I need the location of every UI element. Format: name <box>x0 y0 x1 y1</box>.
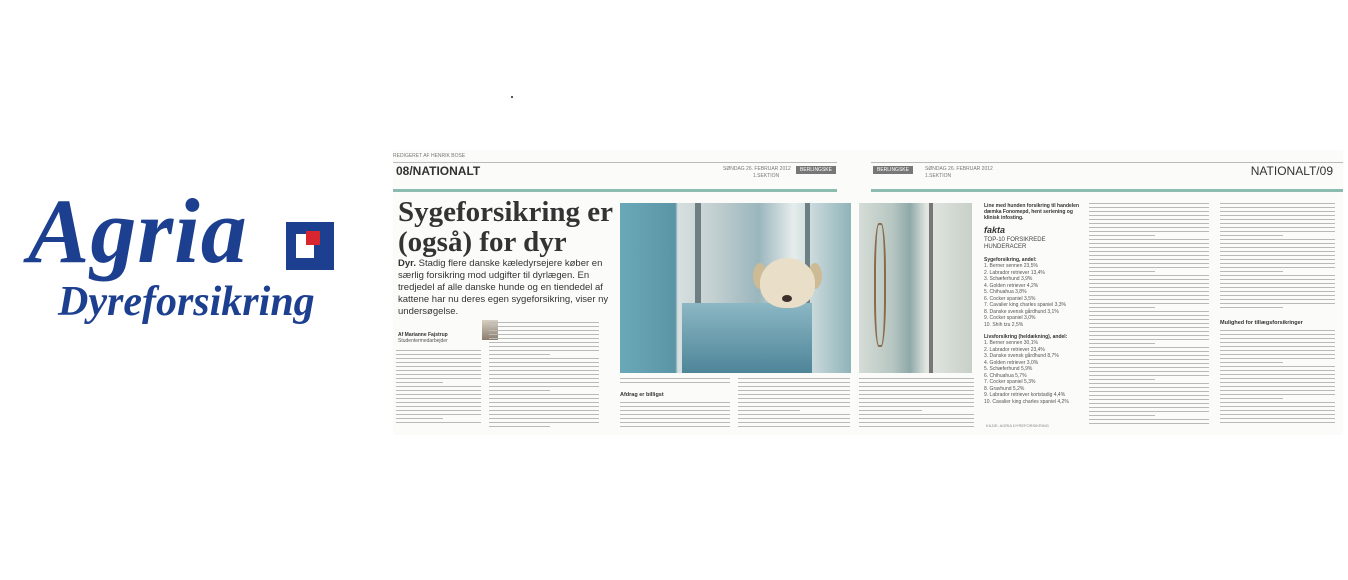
text-line <box>1220 235 1283 236</box>
text-line <box>1220 207 1335 208</box>
text-line <box>1220 398 1283 399</box>
text-line <box>738 394 850 395</box>
text-line <box>1220 267 1335 268</box>
text-line <box>859 422 974 423</box>
fakta-list1-title: Sygeforsikring, andel: <box>984 257 1037 263</box>
right-page-badge: BERLINGSKE <box>873 166 913 174</box>
text-line <box>738 378 850 379</box>
text-line <box>1220 370 1335 371</box>
headline-line-1: Sygeforsikring er <box>398 196 614 228</box>
text-line <box>738 422 850 423</box>
text-line <box>489 426 550 427</box>
text-line <box>1220 386 1335 387</box>
text-line <box>396 414 481 415</box>
text-line <box>1089 207 1209 208</box>
list-item: 3. Schæferhund 3,9% <box>984 276 1033 282</box>
text-line <box>1220 283 1335 284</box>
text-line <box>396 378 481 379</box>
text-line <box>1220 219 1335 220</box>
text-line <box>489 402 599 403</box>
text-line <box>396 390 481 391</box>
text-line <box>1220 346 1335 347</box>
text-line <box>1089 235 1155 236</box>
body-column-5 <box>859 378 974 430</box>
text-line <box>1089 371 1209 372</box>
text-line <box>1220 307 1283 308</box>
text-line <box>396 350 481 351</box>
text-line <box>1220 382 1335 383</box>
byline <box>398 332 448 344</box>
body-column-2 <box>489 322 599 430</box>
fakta-intro: Line med hunden forsikring til handelen dæmka Fonomepd, hent seriening og klinisk infosting. <box>984 203 1080 221</box>
text-line <box>489 382 599 383</box>
text-line <box>1220 422 1335 423</box>
left-page-rule <box>393 162 837 163</box>
body-column-3a <box>620 378 730 386</box>
text-line <box>1220 291 1335 292</box>
text-line <box>489 346 599 347</box>
left-page-teal-rule <box>393 189 837 192</box>
text-line <box>489 370 599 371</box>
text-line <box>1220 374 1335 375</box>
text-line <box>489 390 550 391</box>
article-lead <box>398 258 620 318</box>
text-line <box>1089 203 1209 204</box>
list-item: 6. Chihuahua 5,7% <box>984 372 1027 379</box>
text-line <box>396 410 481 411</box>
text-line <box>1089 223 1209 224</box>
text-line <box>1089 379 1155 380</box>
dog-treadmill-photo <box>620 203 851 373</box>
text-line <box>1220 275 1335 276</box>
text-line <box>1089 423 1209 424</box>
text-line <box>1220 406 1335 407</box>
text-line <box>859 386 974 387</box>
text-line <box>396 366 481 367</box>
text-line <box>1089 291 1209 292</box>
text-line <box>1220 287 1335 288</box>
list-item: 5. Schæferhund 5,9% <box>984 366 1033 372</box>
text-line <box>1220 227 1335 228</box>
text-line <box>1220 263 1335 264</box>
text-line <box>1220 354 1335 355</box>
text-line <box>1089 243 1209 244</box>
text-line <box>1220 243 1335 244</box>
text-line <box>1089 347 1209 348</box>
newspaper-spread <box>393 150 1343 435</box>
text-line <box>738 390 850 391</box>
text-line <box>738 414 850 415</box>
text-line <box>1089 231 1209 232</box>
text-line <box>1089 335 1209 336</box>
text-line <box>489 330 599 331</box>
text-line <box>1089 407 1209 408</box>
body-column-7b <box>1220 330 1335 428</box>
lead-text: Stadig flere danske kæledyrsejere køber en særlig forsikring mod udgifter til dyrlægen. En tredjedel af alle danske hunde og en tiendedel af kattene har nu deres egen sygeforsikring, viser ny undersøgelse. <box>398 258 609 317</box>
list-item: 10. Shih tzu 2,5% <box>984 321 1024 328</box>
text-line <box>396 402 481 403</box>
text-line <box>1089 259 1209 260</box>
list-item: 8. Gravhund 5,2% <box>984 385 1025 392</box>
text-line <box>620 378 730 379</box>
text-line <box>859 394 974 395</box>
text-line <box>1089 343 1155 344</box>
text-line <box>859 426 974 427</box>
headline-line-2: (også) for dyr <box>398 226 567 258</box>
list-item: 2. Labrador retriever 23,4% <box>984 346 1045 353</box>
text-line <box>489 422 599 423</box>
text-line <box>620 410 730 411</box>
agria-logo <box>28 180 348 340</box>
text-line <box>1089 327 1209 328</box>
list-item: 4. Golden retriever 4,2% <box>984 282 1039 289</box>
body-column-7a <box>1220 203 1335 313</box>
text-line <box>738 402 850 403</box>
text-line <box>1220 279 1335 280</box>
text-line <box>1089 307 1155 308</box>
text-line <box>489 374 599 375</box>
text-line <box>620 402 730 403</box>
text-line <box>396 374 481 375</box>
text-line <box>489 410 599 411</box>
text-line <box>1220 414 1335 415</box>
text-line <box>1089 403 1209 404</box>
text-line <box>489 366 599 367</box>
text-line <box>1089 283 1209 284</box>
text-line <box>396 386 481 387</box>
text-line <box>1089 275 1209 276</box>
article-headline <box>398 197 623 257</box>
kicker: REDIGERET AF HENRIK BOSE <box>393 153 466 159</box>
left-page-badge: BERLINGSKE <box>796 166 836 174</box>
text-line <box>396 398 481 399</box>
text-line <box>1220 394 1335 395</box>
list-item: 5. Chihuahua 3,8% <box>984 289 1027 295</box>
text-line <box>1089 299 1209 300</box>
text-line <box>859 410 922 411</box>
text-line <box>489 394 599 395</box>
right-page-section: 1.SEKTION <box>925 173 952 179</box>
text-line <box>1089 411 1209 412</box>
text-line <box>1089 391 1209 392</box>
list-item: 10. Cavalier king charles spaniel 4,2% <box>984 398 1069 405</box>
text-line <box>489 378 599 379</box>
text-line <box>1220 362 1283 363</box>
text-line <box>1089 323 1209 324</box>
text-line <box>738 386 850 387</box>
logo-mark-icon <box>286 222 334 270</box>
right-page-teal-rule <box>871 189 1343 192</box>
text-line <box>859 406 974 407</box>
logo-product-name: Dyreforsikring <box>58 279 315 325</box>
text-line <box>1220 271 1283 272</box>
text-line <box>1220 402 1335 403</box>
text-line <box>1089 279 1209 280</box>
left-page-section: 1.SEKTION <box>753 173 780 179</box>
text-line <box>1220 211 1335 212</box>
text-line <box>1089 271 1155 272</box>
fakta-list2 <box>984 340 1081 405</box>
fakta-list1 <box>984 263 1081 328</box>
right-page-header: NATIONALT/09 <box>1250 164 1333 178</box>
list-item: 9. Labrador retriever kortstadig 4,4% <box>984 392 1066 398</box>
text-line <box>1220 203 1335 204</box>
list-item: 8. Danske svensk gårdhund 3,1% <box>984 308 1059 315</box>
text-line <box>1089 363 1209 364</box>
text-line <box>859 382 974 383</box>
text-line <box>1220 223 1335 224</box>
clinic-photo <box>859 203 972 373</box>
text-line <box>1089 267 1209 268</box>
text-line <box>1089 311 1209 312</box>
text-line <box>1089 287 1209 288</box>
list-item: 6. Cocker spaniel 3,5% <box>984 295 1036 302</box>
text-line <box>396 358 481 359</box>
subhead-1: Afdrag er billigst <box>620 392 664 398</box>
fakta-box <box>984 203 1081 435</box>
text-line <box>1220 330 1335 331</box>
text-line <box>489 326 599 327</box>
text-line <box>489 414 599 415</box>
fakta-subtitle: TOP-10 FORSIKREDE HUNDERACER <box>984 237 1046 250</box>
text-line <box>1220 358 1335 359</box>
text-line <box>1089 351 1209 352</box>
text-line <box>489 338 599 339</box>
text-line <box>859 402 974 403</box>
list-item: 9. Cocker spaniel 3,0% <box>984 315 1036 321</box>
text-line <box>1220 251 1335 252</box>
text-line <box>1089 319 1209 320</box>
lead-label: Dyr. <box>398 258 416 269</box>
text-line <box>1089 415 1155 416</box>
text-line <box>1089 383 1209 384</box>
text-line <box>1089 239 1209 240</box>
list-item: 1. Berner sennen 30,1% <box>984 340 1038 346</box>
text-line <box>396 362 481 363</box>
right-page-date: SØNDAG 26. FEBRUAR 2012 <box>925 166 993 172</box>
text-line <box>396 406 481 407</box>
text-line <box>396 370 481 371</box>
text-line <box>1220 334 1335 335</box>
text-line <box>1089 263 1209 264</box>
text-line <box>1220 390 1335 391</box>
text-line <box>1220 231 1335 232</box>
text-line <box>1089 375 1209 376</box>
text-line <box>1089 227 1209 228</box>
text-line <box>489 322 599 323</box>
logo-brand-name: Agria <box>28 180 248 282</box>
text-line <box>859 418 974 419</box>
text-line <box>1220 418 1335 419</box>
text-line <box>1089 399 1209 400</box>
byline-name: Af Marianne Fajstrup <box>398 332 448 338</box>
text-line <box>1220 410 1335 411</box>
text-line <box>1089 215 1209 216</box>
text-line <box>1089 367 1209 368</box>
text-line <box>1089 295 1209 296</box>
text-line <box>620 382 730 383</box>
text-line <box>738 410 800 411</box>
text-line <box>489 334 599 335</box>
subhead-2: Mulighed for tillægsforsikringer <box>1220 320 1303 326</box>
text-line <box>489 350 599 351</box>
right-page-rule <box>871 162 1343 163</box>
text-line <box>738 418 850 419</box>
text-line <box>396 418 443 419</box>
byline-role: Studentermedarbejder <box>398 338 448 344</box>
left-page-header: 08/NATIONALT <box>396 164 481 178</box>
text-line <box>489 398 599 399</box>
text-line <box>1089 219 1209 220</box>
text-line <box>1220 259 1335 260</box>
text-line <box>859 378 974 379</box>
fakta-list2-title: Livsforsikring (heldækning), andel: <box>984 334 1068 340</box>
text-line <box>738 406 850 407</box>
text-line <box>1089 387 1209 388</box>
text-line <box>489 358 599 359</box>
text-line <box>1220 255 1335 256</box>
text-line <box>1220 295 1335 296</box>
fakta-footer: KILDE: AGRIA DYREFORSIKRING <box>986 423 1049 428</box>
text-line <box>1089 303 1209 304</box>
list-item: 2. Labrador retriever 13,4% <box>984 269 1045 276</box>
text-line <box>1220 378 1335 379</box>
text-line <box>396 354 481 355</box>
text-line <box>489 354 550 355</box>
text-line <box>1089 339 1209 340</box>
list-item: 1. Berner sennen 23,5% <box>984 263 1038 269</box>
body-column-4 <box>738 378 850 430</box>
body-column-3b <box>620 402 730 430</box>
text-line <box>1089 251 1209 252</box>
text-line <box>489 406 599 407</box>
body-column-1 <box>396 350 481 428</box>
left-page-date: SØNDAG 26. FEBRUAR 2012 <box>723 166 791 172</box>
list-item: 4. Golden retriever 3,0% <box>984 359 1039 366</box>
text-line <box>1220 342 1335 343</box>
text-line <box>1220 239 1335 240</box>
text-line <box>738 398 850 399</box>
text-line <box>1089 211 1209 212</box>
text-line <box>396 422 481 423</box>
text-line <box>489 386 599 387</box>
text-line <box>859 414 974 415</box>
text-line <box>1220 350 1335 351</box>
text-line <box>620 414 730 415</box>
list-item: 7. Cocker spaniel 5,3% <box>984 379 1036 385</box>
list-item: 7. Cavalier king charles spaniel 3,3% <box>984 302 1066 308</box>
text-line <box>1220 215 1335 216</box>
text-line <box>1089 315 1209 316</box>
text-line <box>1089 419 1209 420</box>
text-line <box>1089 255 1209 256</box>
text-line <box>396 394 481 395</box>
text-line <box>396 382 443 383</box>
text-line <box>1220 303 1335 304</box>
text-line <box>1089 331 1209 332</box>
stray-dot <box>511 96 513 98</box>
fakta-title: fakta <box>984 225 1006 235</box>
text-line <box>1089 247 1209 248</box>
text-line <box>620 406 730 407</box>
text-line <box>489 362 599 363</box>
text-line <box>489 418 599 419</box>
text-line <box>620 426 730 427</box>
text-line <box>859 398 974 399</box>
text-line <box>1220 247 1335 248</box>
text-line <box>859 390 974 391</box>
text-line <box>1089 355 1209 356</box>
text-line <box>620 418 730 419</box>
text-line <box>1089 395 1209 396</box>
text-line <box>1220 366 1335 367</box>
text-line <box>489 342 599 343</box>
text-line <box>620 422 730 423</box>
text-line <box>738 382 850 383</box>
text-line <box>1220 299 1335 300</box>
list-item: 3. Danske svensk gårdhund 8,7% <box>984 353 1059 359</box>
text-line <box>738 426 850 427</box>
text-line <box>1089 359 1209 360</box>
text-line <box>1220 338 1335 339</box>
body-column-6 <box>1089 203 1209 428</box>
